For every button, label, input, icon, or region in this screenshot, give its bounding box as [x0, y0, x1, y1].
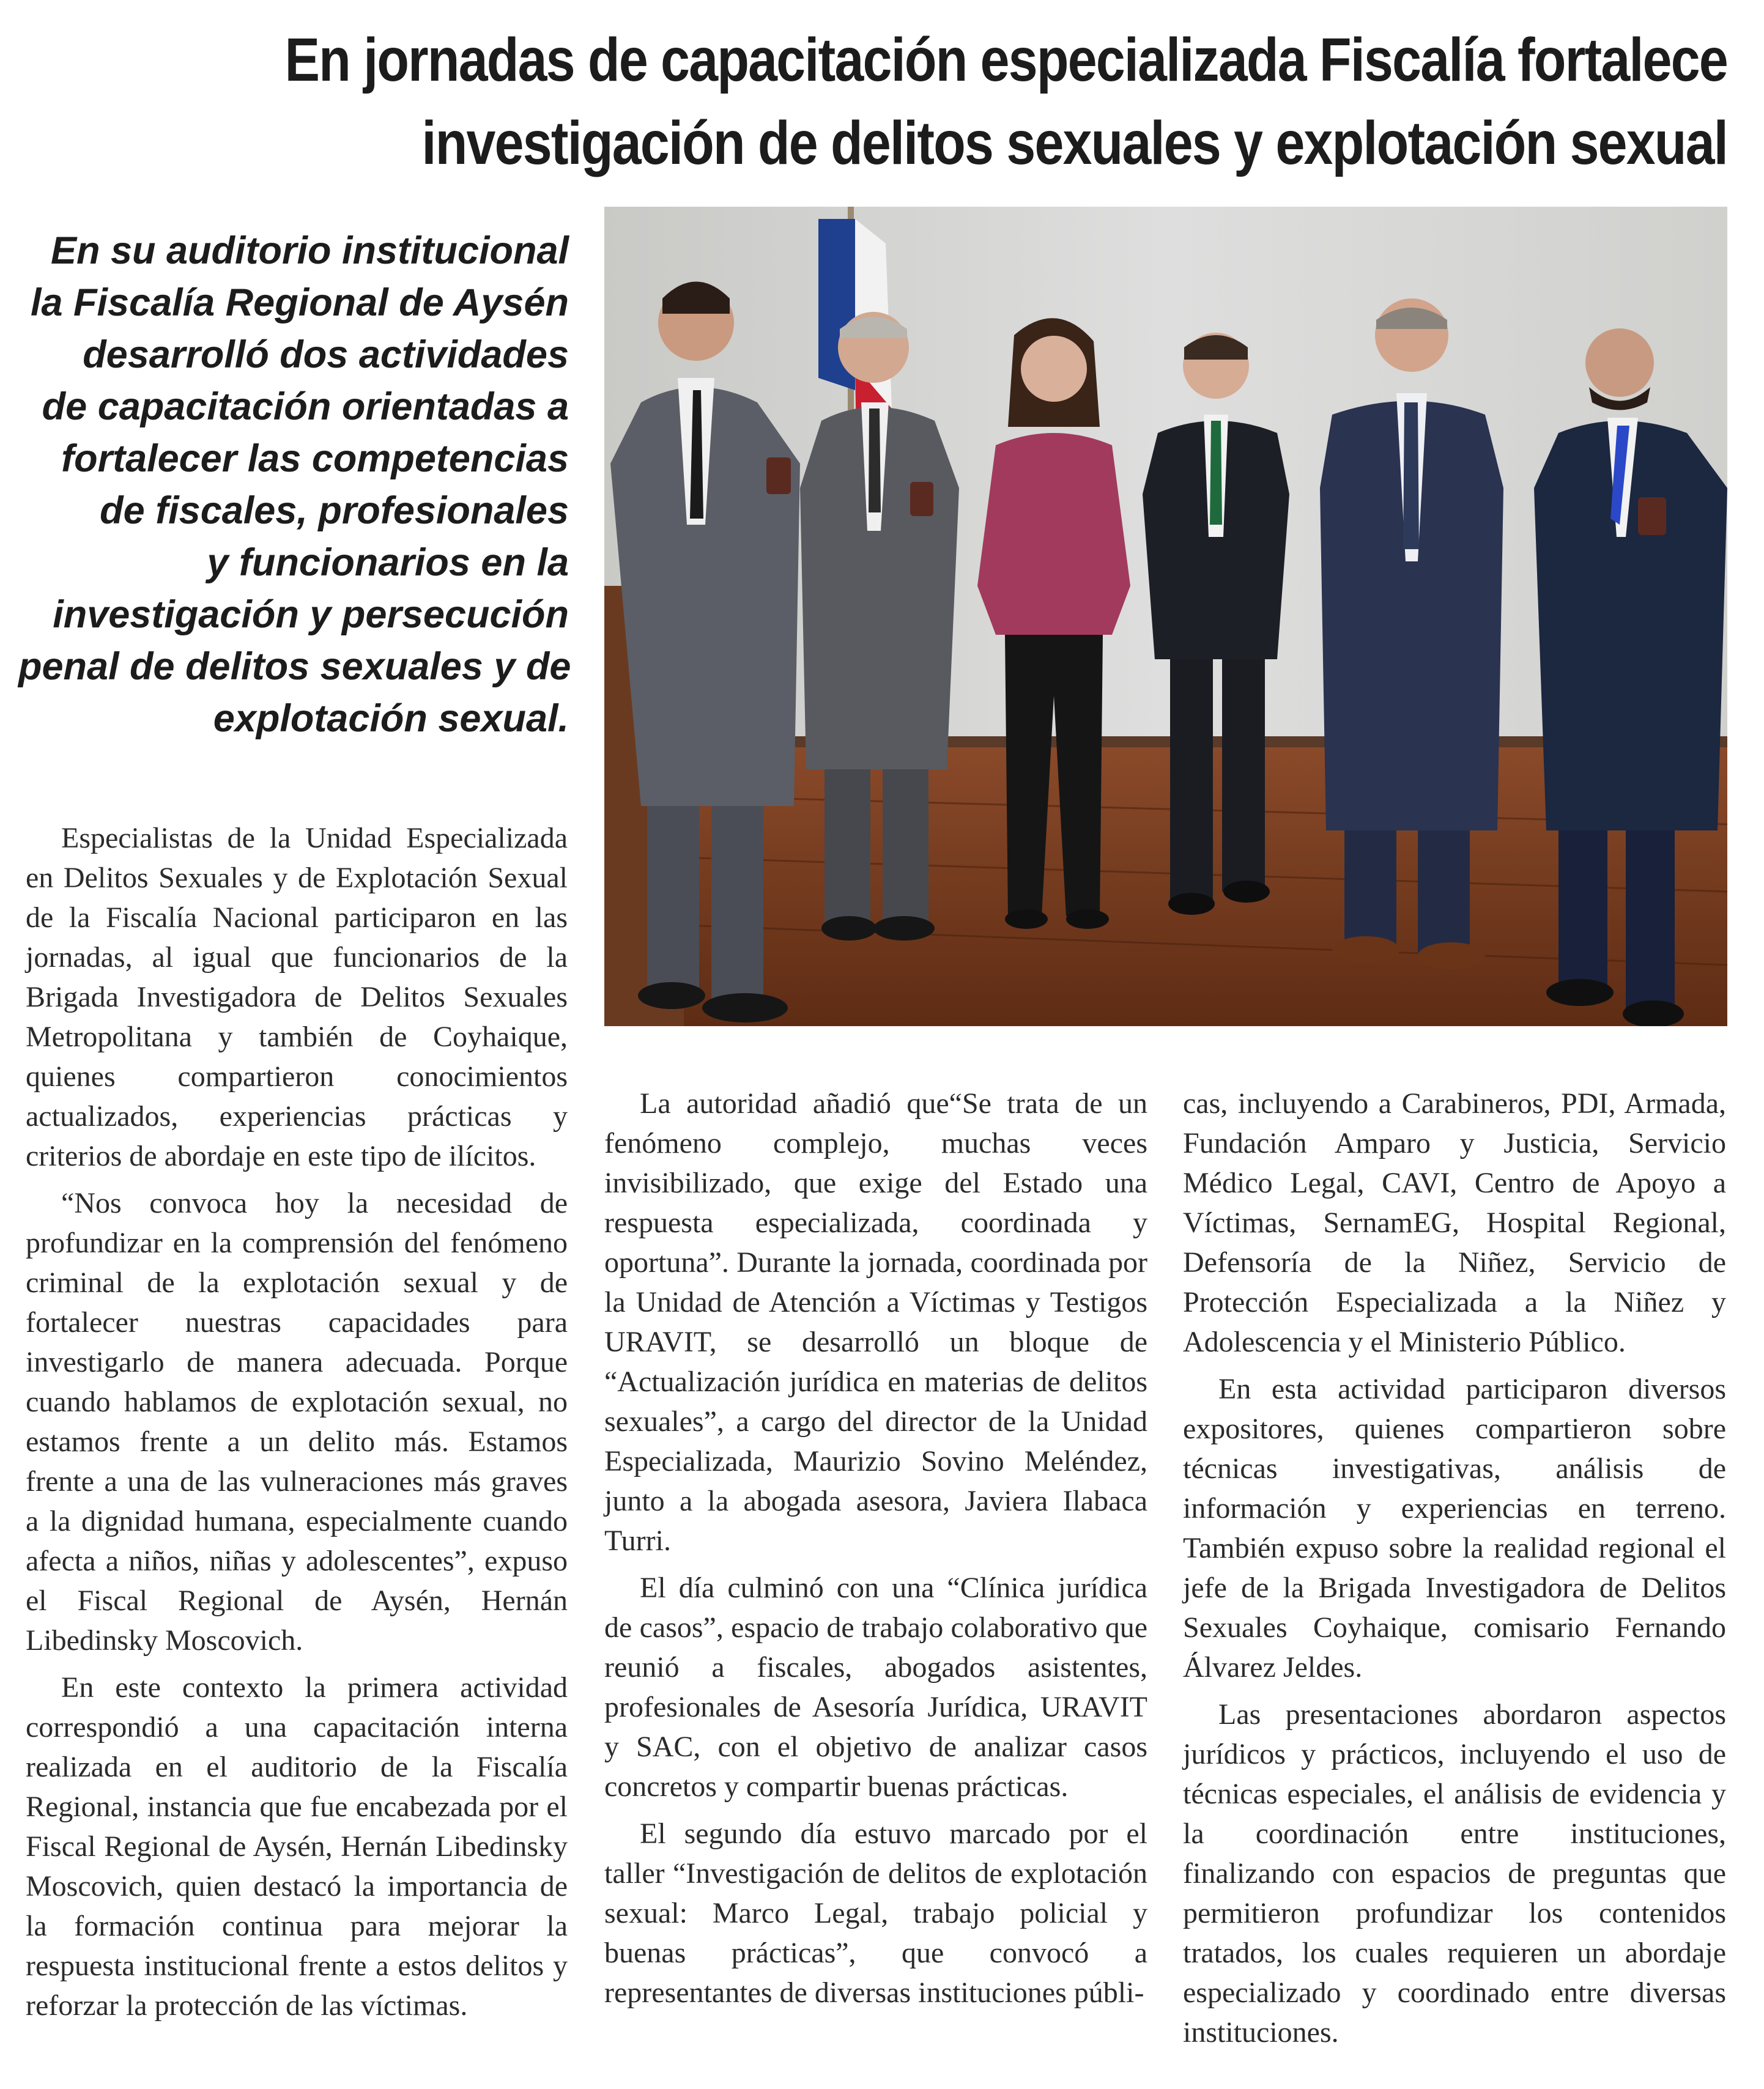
- lead-line: investigación y persecución: [53, 593, 569, 636]
- body-column-2: [604, 1084, 1147, 2020]
- lead-line: penal de delitos sexuales y de: [18, 645, 571, 688]
- body-column-3: [1183, 1084, 1726, 2060]
- group-photo-illustration: [604, 207, 1727, 1026]
- body-paragraph: cas, incluyendo a Carabineros, PDI, Armada, Fundación Amparo y Justicia, Servicio Médico Legal, CAVI, Centro de Apoyo a Víctimas, SernamEG, Hospital Regional, Defensoría de la Niñez, Servicio de Protección Especializada a la Niñez y Adolescencia y el Ministerio Público.: [1183, 1087, 1726, 1358]
- lead-line: desarrolló dos actividades: [83, 333, 569, 376]
- body-paragraph: El segundo día estuvo marcado por el taller “Investigación de delitos de explotación sexual: Marco Legal, trabajo policial y buenas prácticas”, que convocó a representantes de diversas instituciones públi-: [604, 1817, 1147, 2009]
- lead-line: En su auditorio institucional: [50, 229, 569, 272]
- body-paragraph: Las presentaciones abordaron aspectos jurídicos y prácticos, incluyendo el uso de técnicas especiales, el análisis de evidencia y la coordinación entre instituciones, finalizando con espacios de preguntas que permitieron profundizar los contenidos tratados, los cuales requieren un abordaje especializado y coordinado entre diversas instituciones.: [1183, 1698, 1726, 2049]
- body-paragraph: La autoridad añadió que“Se trata de un fenómeno complejo, muchas veces invisibilizado, que exige del Estado una respuesta especializada, coordinada y oportuna”. Durante la jornada, coordinada por la Unidad de Atención a Víctimas y Testigos URAVIT, se desarrolló un bloque de “Actualización jurídica en materias de delitos sexuales”, a cargo del director de la Unidad Especializada, Maurizio Sovino Meléndez, junto a la abogada asesora, Javiera Ilabaca Turri.: [604, 1087, 1147, 1557]
- body-column-1: [26, 818, 568, 2033]
- lead-line: la Fiscalía Regional de Aysén: [30, 281, 569, 324]
- headline: [273, 18, 1727, 185]
- body-paragraph: El día culminó con una “Clínica jurídica de casos”, espacio de trabajo colaborativo que reunió a fiscales, abogados asistentes, profesionales de Asesoría Jurídica, URAVIT y SAC, con el objetivo de analizar casos concretos y compartir buenas prácticas.: [604, 1572, 1147, 1803]
- body-paragraph: Especialistas de la Unidad Especializada en Delitos Sexuales y de Explotación Sexual de la Fiscalía Nacional participaron en las jornadas, al igual que funcionarios de la Brigada Investigadora de Delitos Sexuales Metropolitana y también de Coyhaique, quienes compartieron conocimientos actualizados, experiencias prácticas y criterios de abordaje en este tipo de ilícitos.: [26, 822, 568, 1172]
- lead-line: y funcionarios en la: [207, 541, 569, 584]
- lead-line: fortalecer las competencias: [61, 437, 569, 480]
- lead-paragraph: [18, 225, 569, 745]
- lead-line: explotación sexual.: [213, 697, 569, 740]
- group-photo: [604, 207, 1727, 1026]
- body-paragraph: En esta actividad participaron diversos expositores, quienes compartieron sobre técnicas investigativas, análisis de información y experiencias en terreno. También expuso sobre la realidad regional el jefe de la Brigada Investigadora de Delitos Sexuales Coyhaique, comisario Fernando Álvarez Jeldes.: [1183, 1373, 1726, 1684]
- lead-line: de fiscales, profesionales: [100, 489, 569, 532]
- body-paragraph: En este contexto la primera actividad correspondió a una capacitación interna realizada en el auditorio de la Fiscalía Regional, instancia que fue encabezada por el Fiscal Regional de Aysén, Hernán Libedinsky Moscovich, quien destacó la importancia de la formación continua para mejorar la respuesta institucional frente a estos delitos y reforzar la protección de las víctimas.: [26, 1671, 568, 2022]
- body-paragraph: “Nos convoca hoy la necesidad de profundizar en la comprensión del fenómeno criminal de la explotación sexual y de fortalecer nuestras capacidades para investigarlo de manera adecuada. Porque cuando hablamos de explotación sexual, no estamos frente a un delito más. Estamos frente a una de las vulneraciones más graves a la dignidad humana, especialmente cuando afecta a niños, niñas y adolescentes”, expuso el Fiscal Regional de Aysén, Hernán Libedinsky Moscovich.: [26, 1187, 568, 1657]
- headline-line-1: En jornadas de capacitación especializada Fiscalía fortalece: [284, 26, 1728, 94]
- lead-line: de capacitación orientadas a: [42, 385, 569, 428]
- headline-line-2: investigación de delitos sexuales y explotación sexual: [421, 109, 1728, 177]
